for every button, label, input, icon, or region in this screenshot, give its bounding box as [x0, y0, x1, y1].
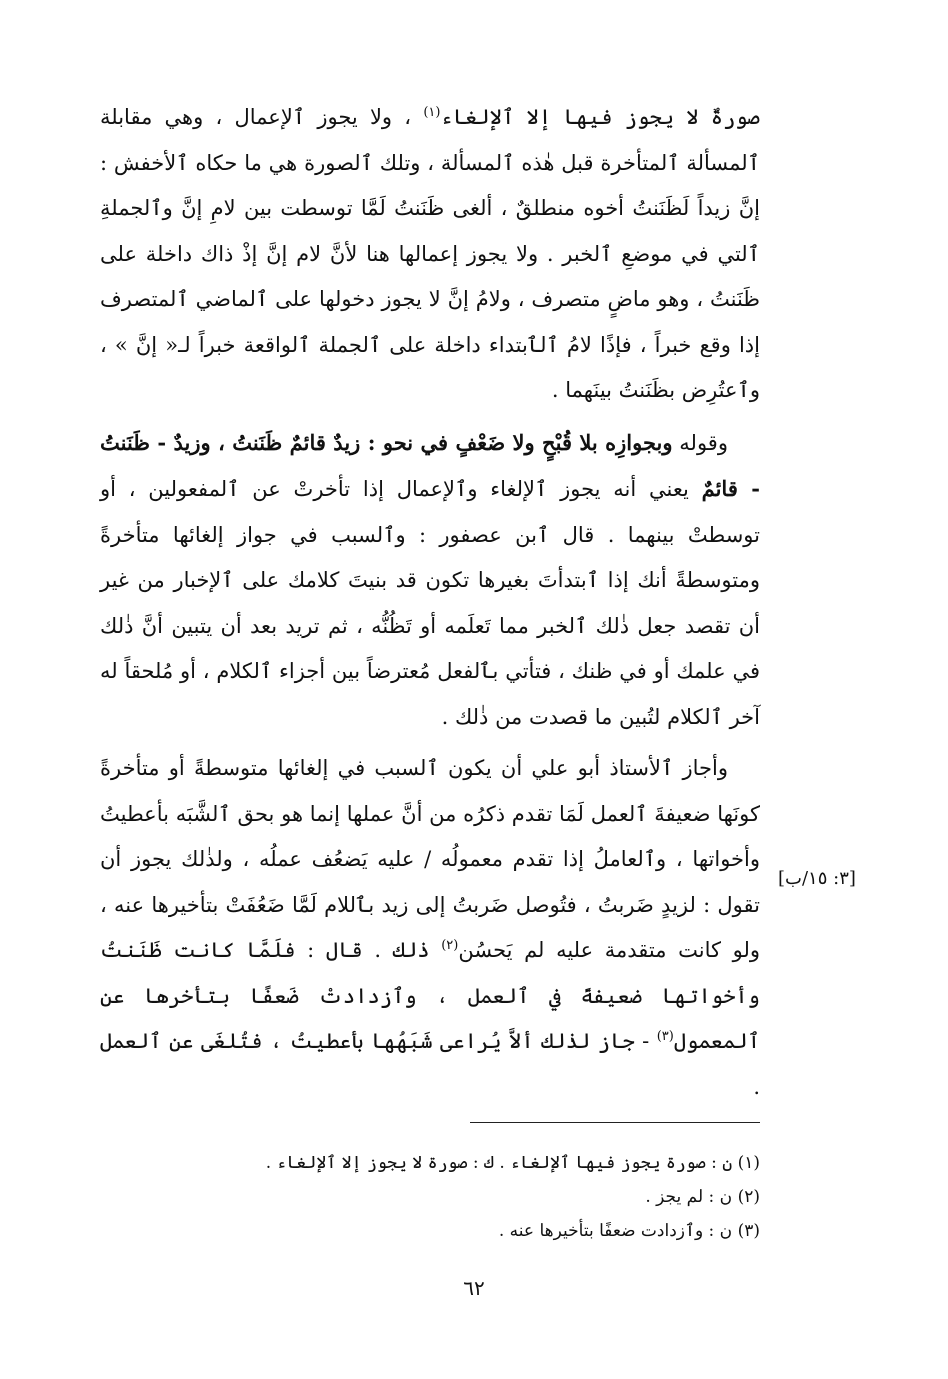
paragraph-3-part-c: - جاز لذٰلك ألاَّ يُراعى شَبَهُها بأعطيتُ ، فتُلغَى عن ٱلعمل .: [100, 1029, 760, 1099]
footnote-1: (١) ن : صورة يجوز فيها ٱلإلغاء . ك : صورة لا يجوز إلا ٱلإلغاء .: [265, 1153, 760, 1173]
paragraph-2-rest: يعني أنه يجوز ٱلإلغاء وٱلإعمال إذا تأخرتْ عن ٱلمفعولين ، أو توسطتْ بينهما . قال ٱبن عصفور : وٱلسبب في جواز إلغائها متأخرةً ومتوسطةً أنك إذا ٱبتدأتَ بغيرها تكون قد بنيتَ كلامك على ٱلإخبار من غير أن تقصد جعل ذٰلك ٱلخبر مما تَعلَمه أو تَظُنُّه ، ثم تريد بعد أن يتبين أنَّ ذٰلك في علمك أو في ظنك ، فتأتي بٱلفعل مُعترضاً بين أجزاء ٱلكلام ، أو مُلحقاً له آخر ٱلكلام لتُبين ما قصدت من ذٰلك .: [100, 477, 760, 729]
manuscript-folio-note: [٣: ١٥/ب]: [778, 868, 856, 889]
paragraph-1-text: صورةٌ لا يجوز فيها إلا ٱلإلغاء: [440, 105, 760, 129]
paragraph-3-part-b: ذٰلك . قال : فلَمَّا كانت ظَنَنتُ وأخواتها ضعيفةً في ٱلعمل ، وٱزدادتْ ضَعفًا بتأخرها عن ٱلمعمول: [100, 938, 760, 1053]
paragraph-3-part-a: وأجاز ٱلأستاذ أبو علي أن يكون ٱلسبب في إلغائها متوسطةً أو متأخرةً كونَها ضعيفةَ ٱلعمل لَمَا تقدم ذكرُه من أنَّ عملها إنما هو بحق ٱلشَّبَه بأعطيتُ وأخواتها ، وٱلعاملُ إذا تقدم معمولُه / عليه يَضعُف عملُه ، ولذٰلك يجوز أن تقول : لزيدٍ ضَربتُ ، فتُوصل ضَربتُ إلى زيد بٱللام لَمَّا ضَعُفَتْ بتأخيرها عنه ، ولو كانت متقدمة عليه لم يَحسُن: [100, 756, 761, 962]
paragraph-2-quoted-text: وبجوازِه بلا قُبْحٍ ولا ضَعْفٍ في نحو : زيدٌ قائمٌ ظَنَنتُ ، وزيدٌ - ظَنَنتُ - قائمٌ: [100, 429, 760, 501]
footnote-2: (٢) ن : لم يجز .: [645, 1187, 760, 1207]
footnote-divider: [470, 1122, 760, 1123]
page-number: ٦٢: [463, 1276, 485, 1300]
footnote-ref-3: (٣): [656, 1029, 674, 1044]
paragraph-3: [100, 746, 760, 1110]
footnotes: [150, 1146, 760, 1248]
paragraph-1: [100, 95, 760, 414]
paragraph-2-lead: وقوله: [672, 430, 728, 455]
paragraph-2: [100, 420, 760, 741]
footnote-3: (٣) ن : وٱزدادت ضعفًا بتأخيرها عنه .: [498, 1221, 760, 1241]
footnote-ref-2: (٢): [441, 938, 459, 953]
main-text: [100, 95, 760, 1110]
paragraph-1-rest: ، ولا يجوز ٱلإعمال ، وهي مقابلة ٱلمسألة ٱلمتأخرة قبل هٰذه ٱلمسألة ، وتلك ٱلصورة هي ما حكاه ٱلأخفش : إنَّ زيداً لَظَنَنتُ أخوه منطلقٌ ، ألغى ظَنَنتُ لَمَّا توسطت بين لامِ إنَّ وٱلجملةِ ٱلتي في موضعِ ٱلخبر . ولا يجوز إعمالها هنا لأنَّ لام إنَّ إذْ ذاك داخلة على ظَنَنتُ ، وهو ماضٍ متصرف ، ولامُ إنَّ لا يجوز دخولها على ٱلماضي ٱلمتصرف إذا وقع خبراً ، فإذًا لامُ ٱلٱبتداء داخلة على ٱلجملة ٱلواقعة خبراً لـ« إنَّ » ، وٱعتُرِض بظَنَنتُ بينَهما .: [100, 105, 760, 402]
footnote-ref-1: (١): [423, 105, 441, 120]
